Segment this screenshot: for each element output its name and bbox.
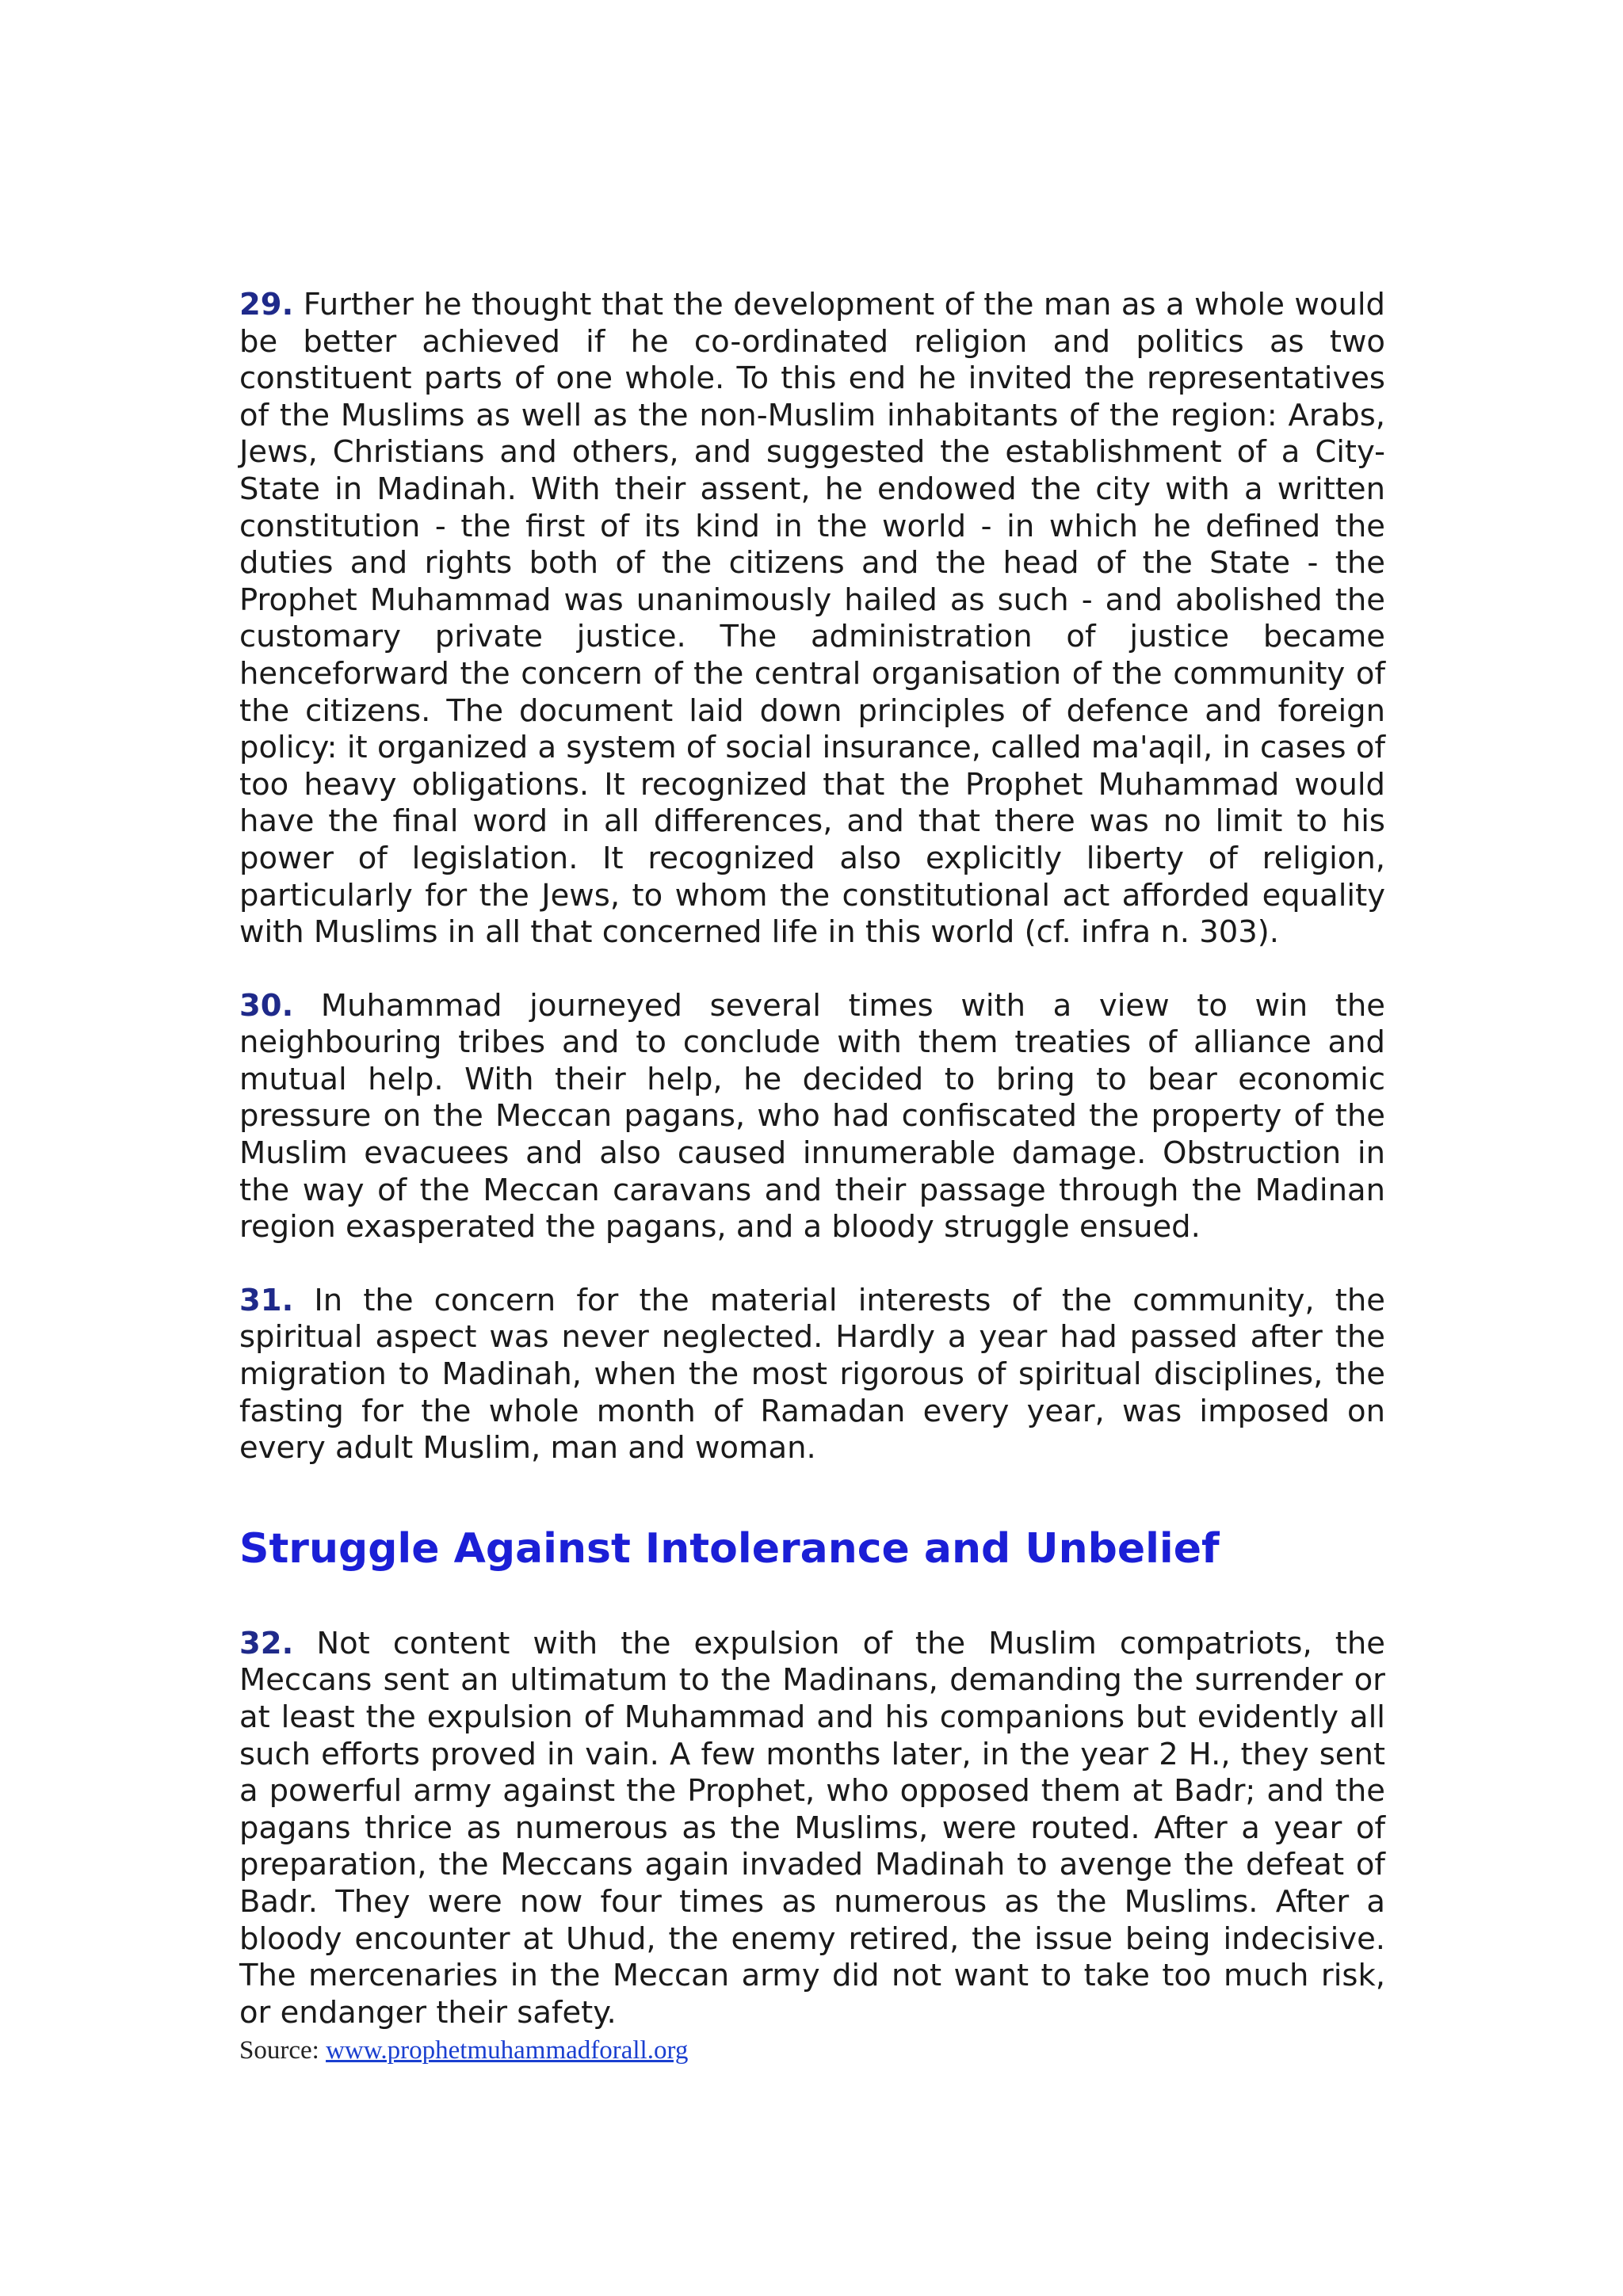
paragraph-32 [239, 1626, 1385, 2032]
paragraph-number: 32. [239, 1625, 294, 1661]
document-body [239, 287, 1385, 2068]
paragraph-number: 29. [239, 287, 294, 322]
source-link[interactable]: www.prophetmuhammadforall.org [326, 2036, 689, 2065]
paragraph-number: 30. [239, 987, 294, 1024]
paragraph-text: Muhammad journeyed several times with a view to win the neighbouring tribes and to conclude with them treaties of alliance and mutual help. With their help, he decided to bring to bear economic pressure on the Meccan pagans, who had confiscated the property of the Muslim evacuees and also caused innumerable damage. Obstruction in the way of the Meccan caravans and their passage through the Madinan region exasperated the pagans, and a bloody struggle ensued. [239, 987, 1385, 1245]
paragraph-31 [239, 1283, 1385, 1467]
paragraph-30 [239, 988, 1385, 1246]
source-label: Source: [239, 2036, 319, 2065]
paragraph-text: In the concern for the material interests of the community, the spiritual aspect was never neglected. Hardly a year had passed after the migration to Madinah, when the most rigorous of spiritual disciplines, the fasting for the whole month of Ramadan every year, was imposed on every adult Muslim, man and woman. [239, 1282, 1385, 1466]
paragraph-29 [239, 287, 1385, 952]
paragraph-text: Not content with the expulsion of the Muslim compatriots, the Meccans sent an ultimatum to the Madinans, demanding the surrender or at least the expulsion of Muhammad and his companions but evidently all such efforts proved in vain. A few months later, in the year 2 H., they sent a powerful army against the Prophet, who opposed them at Badr; and the pagans thrice as numerous as the Muslims, were routed. After a year of preparation, the Meccans again invaded Madinah to avenge the defeat of Badr. They were now four times as numerous as the Muslims. After a bloody encounter at Uhud, the enemy retired, the issue being indecisive. The mercenaries in the Meccan army did not want to take too much risk, or endanger their safety. [239, 1625, 1385, 2031]
paragraph-number: 31. [239, 1282, 294, 1318]
paragraph-text: Further he thought that the development of the man as a whole would be better achieved if he co-ordinated religion and politics as two constituent parts of one whole. To this end he invited the representatives of the Muslims as well as the non-Muslim inhabitants of the region: Arabs, Jews, Christians and others, and suggested the establishment of a City-State in Madinah. With their assent, he endowed the city with a written constitution - the first of its kind in the world - in which he defined the duties and rights both of the citizens and the head of the State - the Prophet Muhammad was unanimously hailed as such - and abolished the customary private justice. The administration of justice became henceforward the concern of the central organisation of the community of the citizens. The document laid down principles of defence and foreign policy: it organized a system of social insurance, called ma'aqil, in cases of too heavy obligations. It recognized that the Prophet Muhammad would have the final word in all differences, and that there was no limit to his power of legislation. It recognized also explicitly liberty of religion, particularly for the Jews, to whom the constitutional act afforded equality with Muslims in all that concerned life in this world (cf. infra n. 303). [239, 287, 1385, 951]
source-footer [239, 2035, 688, 2066]
section-heading: Struggle Against Intolerance and Unbelief [239, 1524, 1220, 1573]
